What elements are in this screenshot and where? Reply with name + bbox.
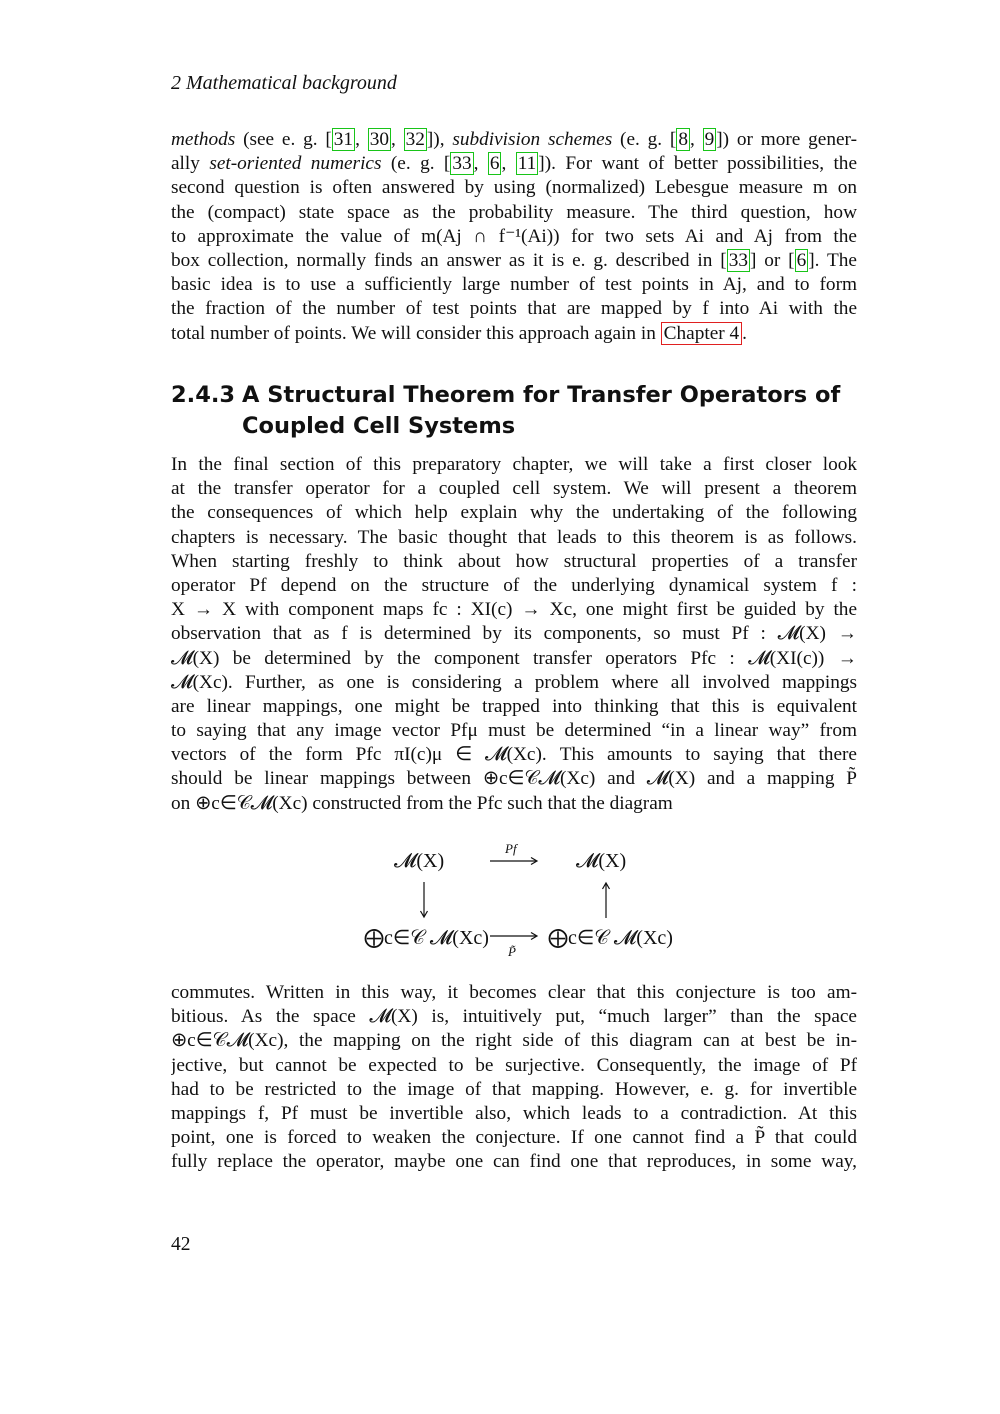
text-line: had to be restricted to the image of that mapping. However, e. g. for invertible <box>171 1078 857 1100</box>
text-line: vectors of the form Pfc πI(c)μ ∈ 𝓜(Xc). This amounts to saying that there <box>171 744 857 766</box>
text-line: 𝓜(X) be determined by the component transfer operators Pfc : 𝓜(XI(c)) → <box>171 647 857 669</box>
section-title-line: Coupled Cell Systems <box>242 413 516 439</box>
text-line: at the transfer operator for a coupled cell system. We will present a theorem <box>171 478 857 500</box>
text-line: commutes. Written in this way, it becomes clear that this conjecture is too am- <box>171 982 857 1003</box>
text-line: 𝓜(Xc). Further, as one is considering a problem where all involved mappings <box>171 671 857 693</box>
text-line: When starting freshly to think about how structural properties of a transfer <box>171 550 857 572</box>
text-line: point, one is forced to weaken the conjecture. If one cannot find a P̃ that could <box>171 1127 857 1149</box>
citation-link[interactable]: 33 <box>452 153 472 175</box>
diagram-node-bottom-right: ⨁c∈𝒞 𝓜(Xc) <box>548 927 673 949</box>
text-line: ⊕c∈𝒞𝓜(Xc), the mapping on the right side of this diagram can at best be in- <box>171 1030 857 1052</box>
text-line: to saying that any image vector Pfμ must be determined “in a linear way” from <box>171 720 857 742</box>
text-line: basic idea is to use a sufficiently large number of test points in Aj, and to form <box>171 274 857 296</box>
diagram-node-top-right: 𝓜(X) <box>576 850 627 872</box>
diagram-node-top-left: 𝓜(X) <box>394 850 445 872</box>
text-line: X → X with component maps fc : XI(c) → Xc, one might first be guided by the <box>171 599 857 621</box>
section-title-line: A Structural Theorem for Transfer Operators of <box>242 382 841 408</box>
text-line: the (compact) state space as the probability measure. The third question, how <box>171 201 857 223</box>
text-line: second question is often answered by using (normalized) Lebesgue measure m on <box>171 177 857 199</box>
text-line: are linear mappings, one might be trapped into thinking that this is equivalent <box>171 695 857 717</box>
text-line: mappings f, Pf must be invertible also, which leads to a contradiction. At this <box>171 1102 857 1124</box>
citation-link[interactable]: 31 <box>333 129 354 150</box>
citation-link[interactable]: 6 <box>489 153 500 175</box>
chapter-reference-link[interactable]: Chapter 4 <box>661 322 743 345</box>
text-line: observation that as f is determined by its components, so must Pf : 𝓜(X) → <box>171 623 857 645</box>
diagram-node-bottom-left: ⨁c∈𝒞 𝓜(Xc) <box>364 927 489 949</box>
text-line: In the final section of this preparatory chapter, we will take a first closer look <box>171 454 857 475</box>
text-line: the consequences of which help explain why the undertaking of the following <box>171 502 857 524</box>
citation-link[interactable]: 8 <box>678 129 688 150</box>
text-line: chapters is necessary. The basic thought that leads to this theorem is as follows. <box>171 526 857 548</box>
text-line: fully replace the operator, maybe one can find one that reproduces, in some way, <box>171 1151 857 1173</box>
citation-link[interactable]: 6 <box>796 249 807 271</box>
text-line: ally set-oriented numerics (e. g. [ 33 , 6 , 11 ]). For want of better possibilities, the <box>171 153 857 175</box>
text-line: should be linear mappings between ⊕c∈𝒞𝓜(Xc) and 𝓜(X) and a mapping P̃ <box>171 768 857 790</box>
citation-link[interactable]: 30 <box>369 129 389 150</box>
text-line: operator Pf depend on the structure of the underlying dynamical system f : <box>171 574 857 596</box>
running-header: 2 Mathematical background <box>171 72 397 94</box>
top-arrow-label: Pf <box>505 841 517 856</box>
text-line: to approximate the value of m(Aj ∩ f⁻¹(Ai)) for two sets Ai and Aj from the <box>171 225 857 247</box>
citation-link[interactable]: 33 <box>728 249 748 271</box>
text-line: on ⊕c∈𝒞𝓜(Xc) constructed from the Pfc such that the diagram <box>171 792 673 814</box>
page-number: 42 <box>171 1234 191 1255</box>
section-heading <box>171 380 871 442</box>
citation-link[interactable]: 32 <box>405 129 425 150</box>
paragraph-discussion <box>171 981 857 1175</box>
section-number: 2.4.3 <box>171 382 236 408</box>
text-line: the fraction of the number of test points that are mapped by f into Ai with the <box>171 298 857 320</box>
paragraph-intro <box>171 453 857 816</box>
text-line: box collection, normally finds an answer as it is e. g. described in [ 33 ] or [ 6 ]. The <box>171 249 857 271</box>
citation-link[interactable]: 11 <box>517 153 537 175</box>
text-line: total number of points. We will consider this approach again in Chapter 4 . <box>171 322 747 344</box>
text-line: bitious. As the space 𝓜(X) is, intuitively put, “much larger” than the space <box>171 1006 857 1028</box>
bottom-arrow-label: P̃ <box>508 944 516 959</box>
citation-link[interactable]: 9 <box>704 129 715 150</box>
commutative-diagram <box>360 838 680 968</box>
text-line: jective, but cannot be expected to be surjective. Consequently, the image of Pf <box>171 1054 857 1076</box>
paragraph-continuation <box>171 128 857 346</box>
text-line: methods (see e. g. [ 31 , 30 , 32 ]), subdivision schemes (e. g. [ 8 , 9 ]) or more gener- <box>171 129 857 150</box>
